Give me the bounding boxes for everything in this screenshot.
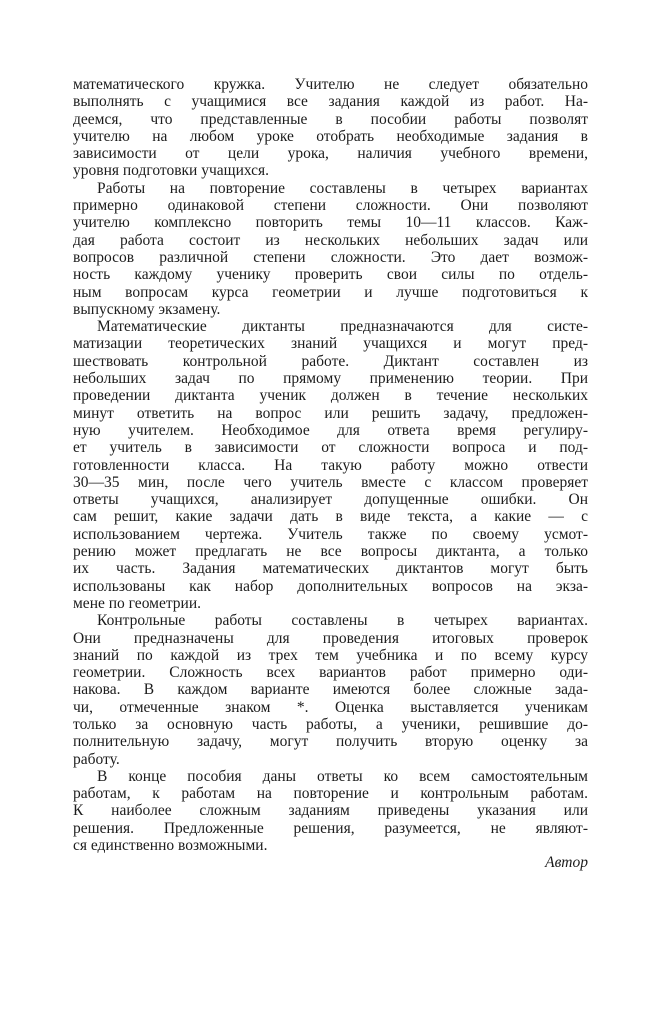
text-line: сам решит, какие задачи дать в виде текста, а какие — с: [73, 508, 588, 526]
text-line: накова. В каждом варианте имеются более сложные зада-: [73, 681, 588, 699]
paragraph: [73, 76, 588, 180]
text-line: ся единственно возможными.: [73, 837, 268, 855]
text-line: Математические диктанты предназначаются для систе-: [97, 318, 588, 336]
text-line: К наиболее сложным заданиям приведены указания или: [73, 802, 588, 820]
text-line: шествовать контрольной работе. Диктант составлен из: [73, 352, 588, 370]
text-line: мене по геометрии.: [73, 594, 202, 612]
paragraph: [73, 768, 588, 854]
text-line: готовленности класса. На такую работу можно отвести: [73, 456, 588, 474]
text-line: выполнять с учащимися все задания каждой из работ. На-: [73, 93, 588, 111]
text-line: 30—35 мин, после чего учитель вместе с классом проверяет: [73, 473, 588, 491]
text-line: уровня подготовки учащихся.: [73, 162, 270, 180]
text-line: их часть. Задания математических диктантов могут быть: [73, 560, 588, 578]
text-line: зависимости от цели урока, наличия учебного времени,: [73, 145, 588, 163]
text-line: примерно одинаковой степени сложности. Они позволяют: [73, 197, 588, 215]
text-line: ответы учащихся, анализирует допущенные ошибки. Он: [73, 491, 588, 509]
text-line: небольших задач по прямому применению теории. При: [73, 370, 588, 388]
text-line: учителю на любом уроке отобрать необходимые задания в: [73, 127, 588, 145]
text-line: минут ответить на вопрос или решить задачу, предложен-: [73, 404, 588, 422]
text-line: Они предназначены для проведения итоговых проверок: [73, 629, 588, 647]
text-line: использованием чертежа. Учитель также по своему усмот-: [73, 525, 588, 543]
paragraph: [73, 180, 588, 318]
text-line: деемся, что представленные в пособии работы позволят: [73, 110, 588, 128]
text-line: только за основную часть работы, а ученики, решившие до-: [73, 715, 588, 733]
text-line: решения. Предложенные решения, разумеется, не являют-: [73, 819, 588, 837]
text-line: проведении диктанта ученик должен в течение нескольких: [73, 387, 588, 405]
text-line: знаний по каждой из трех тем учебника и по всему курсу: [73, 646, 588, 664]
text-line: математического кружка. Учителю не следует обязательно: [73, 76, 588, 93]
text-line: Работы на повторение составлены в четырех вариантах: [97, 179, 588, 197]
text-line: выпускному экзамену.: [73, 300, 221, 318]
text-line: ную учителем. Необходимое для ответа время регулиру-: [73, 421, 588, 439]
text-line: вопросов различной степени сложности. Это дает возмож-: [73, 248, 588, 266]
text-block: [73, 76, 588, 854]
text-line: использованы как набор дополнительных вопросов на экза-: [73, 577, 588, 595]
text-line: ным вопросам курса геометрии и лучше подготовиться к: [73, 283, 588, 301]
text-line: ет учитель в зависимости от сложности вопроса и под-: [73, 439, 588, 457]
text-line: чи, отмеченные знаком *. Оценка выставляется ученикам: [73, 698, 588, 716]
text-line: В конце пособия даны ответы ко всем самостоятельным: [97, 767, 588, 785]
text-line: матизации теоретических знаний учащихся и могут пред-: [73, 335, 588, 353]
paragraph: [73, 612, 588, 768]
text-line: геометрии. Сложность всех вариантов работ примерно оди-: [73, 664, 588, 682]
text-line: ность каждому ученику проверить свои силы по отдель-: [73, 266, 588, 284]
text-line: рению может предлагать не все вопросы диктанта, а только: [73, 543, 588, 561]
text-line: работу.: [73, 750, 120, 768]
text-line: Контрольные работы составлены в четырех вариантах.: [97, 612, 588, 630]
paragraph: [73, 318, 588, 612]
text-line: работам, к работам на повторение и контрольным работам.: [73, 785, 588, 803]
text-line: учителю комплексно повторить темы 10—11 классов. Каж-: [73, 214, 588, 232]
text-line: полнительную задачу, могут получить вторую оценку за: [73, 733, 588, 751]
text-line: дая работа состоит из нескольких небольших задач или: [73, 231, 588, 249]
author-signature: Автор: [545, 854, 588, 872]
